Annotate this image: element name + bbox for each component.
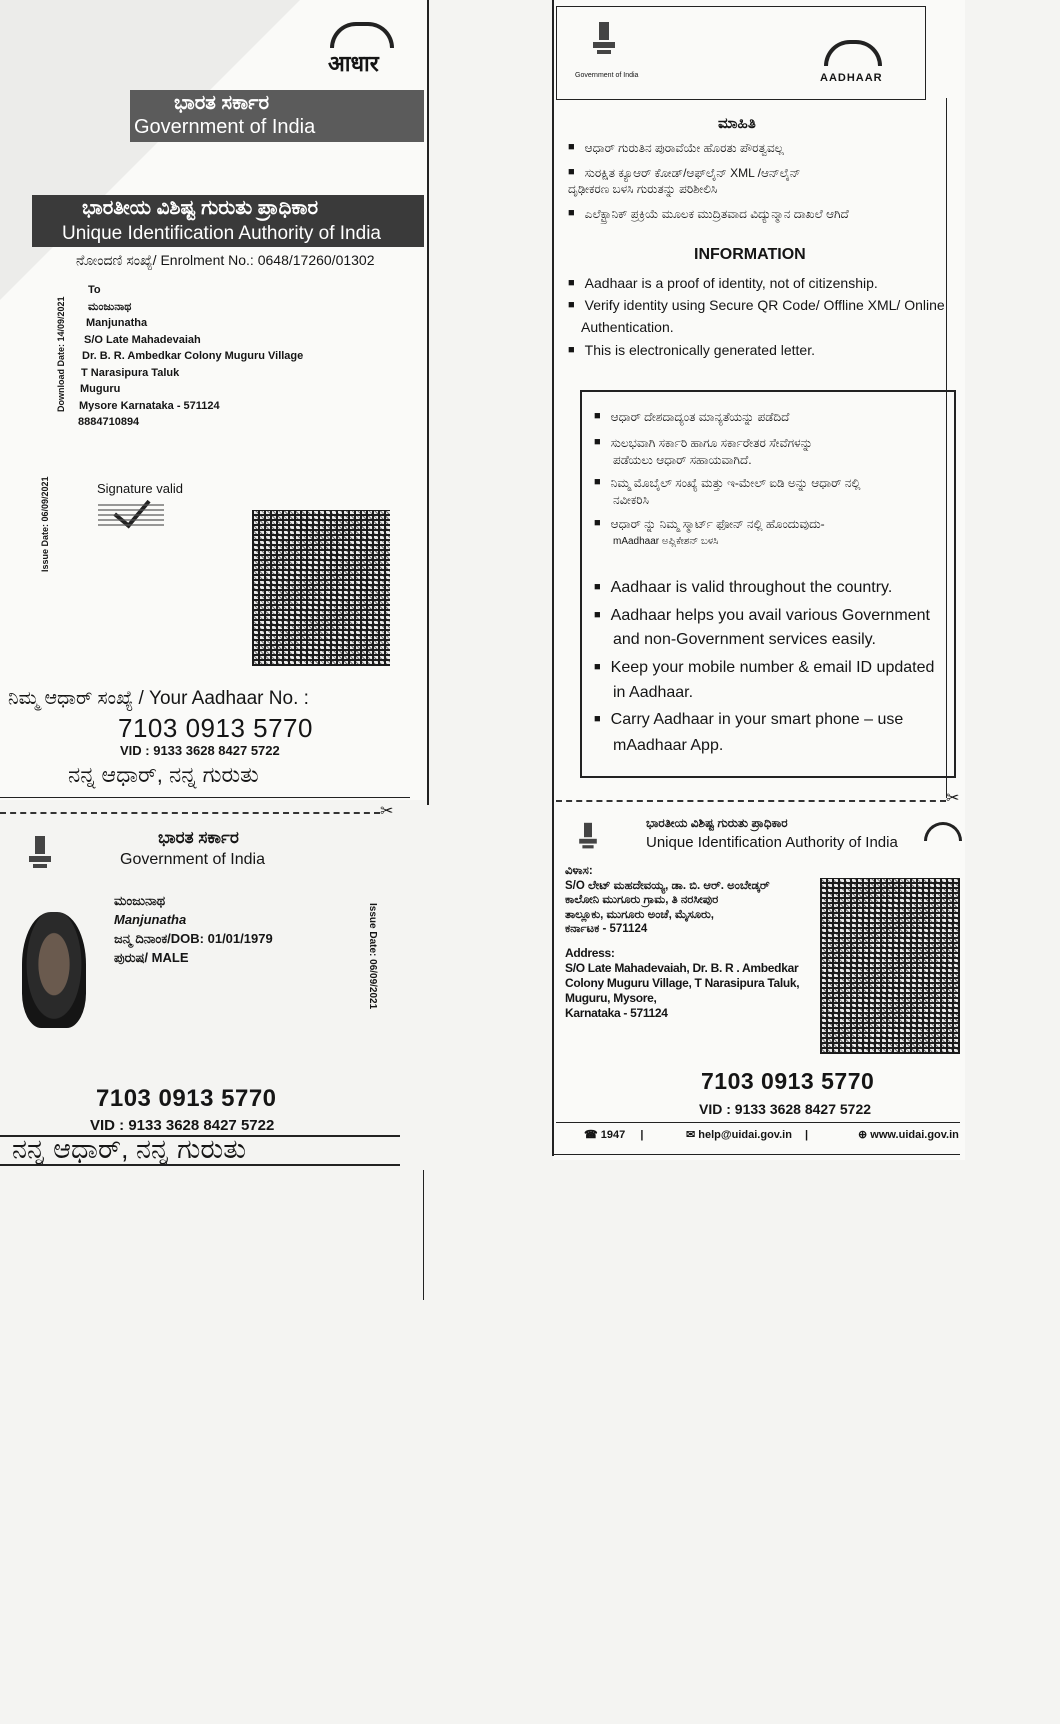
- aadhaar-number: 7103 0913 5770: [118, 713, 313, 743]
- kn-address-block: [565, 864, 770, 937]
- box-en-item-continued: in Aadhaar.: [613, 684, 694, 701]
- email-address[interactable]: help@uidai.gov.in: [698, 1129, 792, 1141]
- en-address-block: [565, 946, 799, 1021]
- box-kn-item: ■ ಆಧಾರ್ ನ್ನು ನಿಮ್ಮ ಸ್ಮಾರ್ಟ್ ಫೋನ್ ನಲ್ಲಿ ಹೊಂದುವುದು-: [594, 517, 825, 532]
- card-uidai-en: Unique Identification Authority of India: [646, 834, 898, 851]
- left-sheet-edge: [427, 0, 429, 805]
- download-date: Download Date: 14/09/2021: [56, 296, 66, 412]
- scissors-icon: ✂: [380, 803, 394, 820]
- footer-divider: |: [804, 1129, 809, 1141]
- card-emblem-icon: [577, 820, 599, 849]
- box-en-item: ■ Aadhaar is valid throughout the country.: [594, 579, 892, 597]
- right-cut-dashed: [556, 800, 946, 802]
- box-en-item: ■ Aadhaar helps you avail various Government: [594, 607, 930, 625]
- left-sheet-lower-edge: [423, 1170, 424, 1300]
- info-item: ■ Verify identity using Secure QR Code/ Offline XML/ Online: [568, 297, 945, 313]
- left-cut-solid: [0, 797, 410, 798]
- kn-address-line: ಕಾಲೋನಿ ಮುಗೂರು ಗ್ರಾಮ, ತಿ ನರಸೀಪುರ: [565, 894, 719, 906]
- card-aadhaar-number: 7103 0913 5770: [96, 1085, 277, 1112]
- holder-photo: [22, 912, 86, 1028]
- web-contact: [858, 1128, 960, 1144]
- en-address-label: Address:: [565, 946, 615, 960]
- phone-icon: ☎: [584, 1129, 598, 1141]
- phone-contact: [584, 1128, 643, 1141]
- kn-heading: ಮಾಹಿತಿ: [718, 115, 756, 132]
- info-heading: INFORMATION: [694, 246, 806, 263]
- vid-number: VID : 9133 3628 8427 5722: [120, 743, 280, 758]
- web-address[interactable]: www.uidai.gov.in: [870, 1129, 959, 1141]
- en-address-line: Colony Muguru Village, T Narasipura Taluk,: [565, 976, 800, 990]
- box-en-item: ■ Keep your mobile number & email ID updated: [594, 659, 934, 677]
- footer-divider: |: [640, 1129, 644, 1141]
- footer-bottom-rule: [552, 1154, 960, 1155]
- phone-number: 1947: [600, 1129, 626, 1141]
- left-cut-dashed: [0, 812, 380, 814]
- kn-info-item: ■ ಸುರಕ್ಷಿತ ಕ್ಯೂಆರ್ ಕೋಡ್/ಆಫ್‌ಲೈನ್ XML /ಆನ್‌ಲೈನ್ ದೃಢೀಕರಣ ಬಳಸಿ ಗುರುತನ್ನು ಪರಿಶೀಲಿಸಿ: [568, 164, 838, 197]
- box-kn-item: ■ ಸುಲಭವಾಗಿ ಸರ್ಕಾರಿ ಹಾಗೂ ಸರ್ಕಾರೇತರ ಸೇವೆಗಳನ್ನು: [594, 436, 813, 451]
- address-line: S/O Late Mahadevaiah: [84, 333, 201, 346]
- card-gov-kn: ಭಾರತ ಸರ್ಕಾರ: [158, 828, 239, 847]
- box-kn-item: ■ ನಿಮ್ಮ ಮೊಬೈಲ್ ಸಂಖ್ಯೆ ಮತ್ತು ಇ-ಮೇಲ್ ಐಡಿ ಅನ್ನು ಆಧಾರ್ ನಲ್ಲಿ: [594, 476, 860, 491]
- box-en-item: ■ Carry Aadhaar in your smart phone – use: [594, 711, 903, 729]
- address-line: Mysore Karnataka - 571124: [79, 399, 220, 412]
- qr-code: [252, 510, 390, 666]
- en-address-line: Muguru, Mysore,: [565, 991, 657, 1005]
- name-kn: ಮಂಜುನಾಥ: [114, 893, 166, 908]
- signature-stamp: [98, 502, 164, 526]
- recipient-address: [78, 282, 303, 431]
- gender: ಪುರುಷ/ MALE: [114, 950, 189, 965]
- signature-valid: Signature valid: [97, 481, 183, 496]
- your-aadhaar-label: ನಿಮ್ಮ ಆಧಾರ್ ಸಂಖ್ಯೆ / Your Aadhaar No. :: [8, 688, 309, 709]
- card-tagline: ನನ್ನ ಆಧಾರ್, ನನ್ನ ಗುರುತು: [12, 1134, 247, 1164]
- gov-kn: ಭಾರತ ಸರ್ಕಾರ: [174, 92, 270, 114]
- dob: ಜನ್ಮ ದಿನಾಂಕ/DOB: 01/01/1979: [114, 931, 273, 946]
- en-address-line: S/O Late Mahadevaiah, Dr. B. R . Ambedkar: [565, 961, 799, 975]
- card-issue-date: Issue Date: 06/09/2021: [367, 903, 378, 1010]
- info-item-continued: Authentication.: [581, 319, 674, 335]
- box-kn-item-continued: ನವೀಕರಿಸಿ: [613, 493, 649, 507]
- kn-info-item: ■ ಎಲೆಕ್ಟ್ರಾನಿಕ್ ಪ್ರಕ್ರಿಯೆ ಮೂಲಕ ಮುದ್ರಿತವಾದ ವಿದ್ಯುನ್ಮಾನ ದಾಖಲೆ ಆಗಿದೆ: [568, 203, 868, 224]
- kn-address-line: S/O ಲೇಟ್ ಮಹದೇವಯ್ಯ, ಡಾ. ಬಿ. ಆರ್. ಅಂಬೇಡ್ಕರ್: [565, 879, 770, 892]
- aadhaar-logo: [328, 22, 394, 78]
- issue-date-vertical: Issue Date: 06/09/2021: [40, 476, 50, 572]
- box-en-item-continued: and non-Government services easily.: [613, 631, 876, 648]
- card-back-vid: VID : 9133 3628 8427 5722: [699, 1101, 872, 1117]
- box-en-item-continued: mAadhaar App.: [613, 737, 724, 754]
- email-contact: [686, 1128, 808, 1141]
- box-kn-item-continued: ಪಡೆಯಲು ಆಧಾರ್ ಸಹಾಯವಾಗಿದೆ.: [613, 453, 752, 467]
- gov-small: Government of India: [575, 72, 639, 79]
- card-vid: VID : 9133 3628 8427 5722: [90, 1117, 275, 1134]
- address-line: Muguru: [80, 383, 121, 395]
- kn-address-line: ತಾಲ್ಲೂಕು, ಮುಗೂರು ಅಂಚೆ, ಮೈಸೂರು,: [565, 908, 714, 921]
- uidai-band: [32, 195, 424, 247]
- aadhaar-logo-text: आधार: [328, 51, 379, 76]
- card-back-aadhaar-number: 7103 0913 5770: [701, 1068, 875, 1094]
- kn-address-label: ವಿಳಾಸ:: [565, 865, 593, 877]
- card-holder-details: [114, 891, 273, 967]
- info-item: ■ Aadhaar is a proof of identity, not of citizenship.: [568, 275, 878, 291]
- box-kn-item-continued: mAadhaar ಅಪ್ಲಿಕೇಶನ್ ಬಳಸಿ: [613, 536, 719, 547]
- card-qr-code: [820, 878, 960, 1054]
- emblem-icon: [26, 832, 54, 868]
- uidai-kn: ಭಾರತೀಯ ವಿಶಿಷ್ಟ ಗುರುತು ಪ್ರಾಧಿಕಾರ: [82, 197, 319, 219]
- enrolment-number: ನೋಂದಣಿ ಸಂಖ್ಯೆ/ Enrolment No.: 0648/17260/01302: [76, 252, 375, 268]
- aadhaar-logo-text-en: AADHAAR: [820, 72, 883, 84]
- gov-band: [130, 90, 424, 142]
- gov-en: Government of India: [134, 116, 316, 138]
- address-line: Manjunatha: [86, 317, 148, 329]
- footer-rule: [556, 1122, 960, 1123]
- info-item: ■ This is electronically generated letter.: [568, 342, 815, 358]
- address-line: Dr. B. R. Ambedkar Colony Muguru Village: [82, 350, 304, 362]
- globe-icon: ⊕: [858, 1129, 868, 1141]
- card-uidai-kn: ಭಾರತೀಯ ವಿಶಿಷ್ಟ ಗುರುತು ಪ್ರಾಧಿಕಾರ: [646, 816, 788, 830]
- card-gov-en: Government of India: [120, 851, 265, 868]
- address-line: ಮಂಜುನಾಥ: [88, 300, 132, 313]
- tagline: ನನ್ನ ಆಧಾರ್, ನನ್ನ ಗುರುತು: [68, 762, 259, 787]
- right-sheet-left-edge: [552, 0, 554, 1156]
- mail-icon: ✉: [686, 1129, 696, 1141]
- address-line: To: [88, 284, 101, 296]
- address-line: 8884710894: [78, 416, 140, 428]
- box-kn-item: ■ ಆಧಾರ್ ದೇಶದಾದ್ಯಂತ ಮಾನ್ಯತೆಯನ್ನು ಪಡೆದಿದೆ: [594, 410, 789, 425]
- en-address-line: Karnataka - 571124: [565, 1006, 668, 1020]
- address-line: T Narasipura Taluk: [81, 366, 180, 379]
- right-emblem-icon: [590, 18, 618, 54]
- kn-address-line: ಕರ್ನಾಟಕ - 571124: [565, 923, 648, 935]
- card-tagline-rule-bottom: [0, 1164, 400, 1166]
- name-en: Manjunatha: [114, 912, 187, 927]
- right-scissors-icon: ✂: [946, 790, 960, 807]
- kn-info-item: ■ ಆಧಾರ್ ಗುರುತಿನ ಪುರಾವೆಯೇ ಹೊರತು ಪೌರತ್ವವಲ್ಲ: [568, 141, 784, 156]
- uidai-en: Unique Identification Authority of India: [62, 223, 381, 244]
